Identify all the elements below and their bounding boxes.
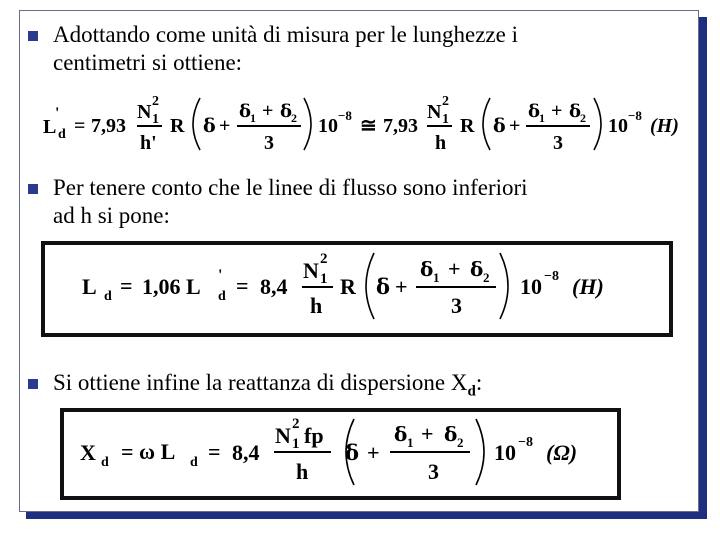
eq3-d2: δ: [444, 422, 458, 446]
eq3-lhs-sub: d: [101, 455, 109, 470]
eq1-d1-sub-b: 1: [539, 111, 545, 125]
eq3-coef: 8,4: [232, 440, 260, 465]
eq3-num-tail: fp: [304, 423, 324, 448]
eq1-exp-2: −8: [628, 108, 642, 123]
eq1-d1: δ: [239, 101, 252, 122]
eq1-delta-2: δ: [493, 115, 506, 137]
eq2-d1: δ: [420, 257, 434, 281]
eq3-ten: 10: [494, 440, 516, 465]
eq2-num-sup: 2: [320, 251, 328, 267]
eq1-lhs: L: [43, 116, 57, 138]
eq1-num-sub: 1: [152, 112, 159, 127]
eq1-lhs-prime: ': [55, 105, 60, 122]
eq1-plus-2: +: [262, 100, 274, 122]
eq2-d2-sub: 2: [483, 270, 490, 285]
eq2-plus: +: [395, 274, 408, 299]
eq3-den: h: [296, 459, 309, 484]
eq3-d1-sub: 1: [407, 435, 414, 450]
eq2-ten: 10: [520, 274, 542, 299]
bullet-3-subscript: d: [467, 383, 476, 400]
eq2-d1-sub: 1: [433, 270, 440, 285]
eq3-d2-sub: 2: [457, 435, 464, 450]
bullet-3-text: Si ottiene infine la reattanza di dispersione X: [53, 370, 468, 395]
eq1-unit: (H): [650, 115, 679, 137]
bullet-1-line-2: centimetri si ottiene:: [53, 50, 243, 75]
bullet-2-line-1: Per tenere conto che le linee di flusso sono inferiori: [53, 175, 528, 200]
eq3-exp: −8: [518, 435, 533, 450]
eq3-d1: δ: [394, 422, 408, 446]
eq2-mid-sub: d: [218, 289, 226, 304]
eq1-coef: 7,93: [91, 115, 126, 137]
eq1-r: R: [170, 115, 185, 137]
eq1-approx: ≅: [360, 113, 377, 137]
eq1-den: h': [140, 132, 157, 154]
eq3-delta: δ: [345, 440, 360, 465]
eq3-omega-l: = ω L: [121, 439, 176, 464]
eq3-num-n: N: [275, 423, 291, 448]
eq2-lhs-sub: d: [104, 289, 112, 304]
eq1-num-sub-2: 1: [442, 112, 449, 127]
eq3-unit: (Ω): [546, 440, 578, 465]
eq1-den-2: h: [435, 132, 447, 154]
eq2-unit: (H): [572, 274, 604, 299]
eq1-d2-sub: 2: [291, 111, 297, 125]
eq2-three: 3: [451, 293, 462, 318]
eq2-equals: =: [120, 273, 133, 298]
eq1-num-n: N: [137, 101, 152, 123]
eq2-d2: δ: [470, 257, 484, 281]
eq3-three: 3: [428, 459, 439, 484]
eq3-equals-2: =: [208, 439, 221, 464]
eq2-plus-2: +: [448, 256, 461, 281]
eq2-mid-prime: ': [218, 267, 223, 284]
eq1-d2-sub-b: 2: [580, 111, 586, 125]
bullet-1-line-1: Adottando come unità di misura per le lunghezze i: [53, 22, 518, 47]
eq1-three: 3: [264, 132, 274, 154]
eq2-coef: 8,4: [260, 274, 288, 299]
eq1-delta: δ: [203, 115, 216, 137]
eq1-d2: δ: [280, 101, 293, 122]
eq2-num-sub: 1: [320, 271, 328, 287]
eq1-ten-2: 10: [608, 115, 628, 137]
eq2-den: h: [310, 293, 323, 318]
eq2-delta: δ: [376, 274, 391, 299]
eq3-plus-2: +: [421, 421, 434, 446]
bullet-2-line-2: ad h si pone:: [53, 203, 170, 228]
eq3-num-sup: 2: [292, 416, 300, 432]
eq3-num-sub: 1: [292, 436, 300, 452]
eq2-lhs: L: [82, 274, 97, 299]
eq1-ten: 10: [318, 115, 338, 137]
eq2-r: R: [340, 274, 356, 299]
eq2-equals-2: =: [236, 273, 249, 298]
eq1-d2-b: δ: [569, 101, 582, 122]
eq1-plus-4: +: [551, 100, 563, 122]
eq3-lhs: X: [80, 440, 96, 465]
eq2-num-n: N: [303, 258, 319, 283]
eq3-paren-right: [476, 419, 484, 485]
eq1-coef-2: 7,93: [383, 115, 418, 137]
eq1-d1-sub: 1: [250, 111, 256, 125]
eq1-equals: =: [74, 115, 86, 137]
eq1-num-sup-2: 2: [442, 94, 449, 109]
eq1-num-sup: 2: [152, 94, 159, 109]
eq1-exp: −8: [338, 108, 352, 123]
eq3-plus: +: [367, 440, 380, 465]
eq1-lhs-sub: d: [58, 127, 66, 142]
eq1-plus: +: [219, 115, 231, 137]
eq1-num-n-2: N: [427, 101, 442, 123]
bullet-3-suffix: :: [475, 370, 483, 395]
eq3-mid-sub: d: [190, 455, 198, 470]
eq2-exp: −8: [544, 269, 559, 284]
eq1-three-2: 3: [553, 132, 563, 154]
eq1-r-2: R: [460, 115, 475, 137]
eq2-mid: 1,06 L: [142, 274, 201, 299]
eq1-plus-3: +: [509, 115, 521, 137]
eq1-d1-b: δ: [528, 101, 541, 122]
